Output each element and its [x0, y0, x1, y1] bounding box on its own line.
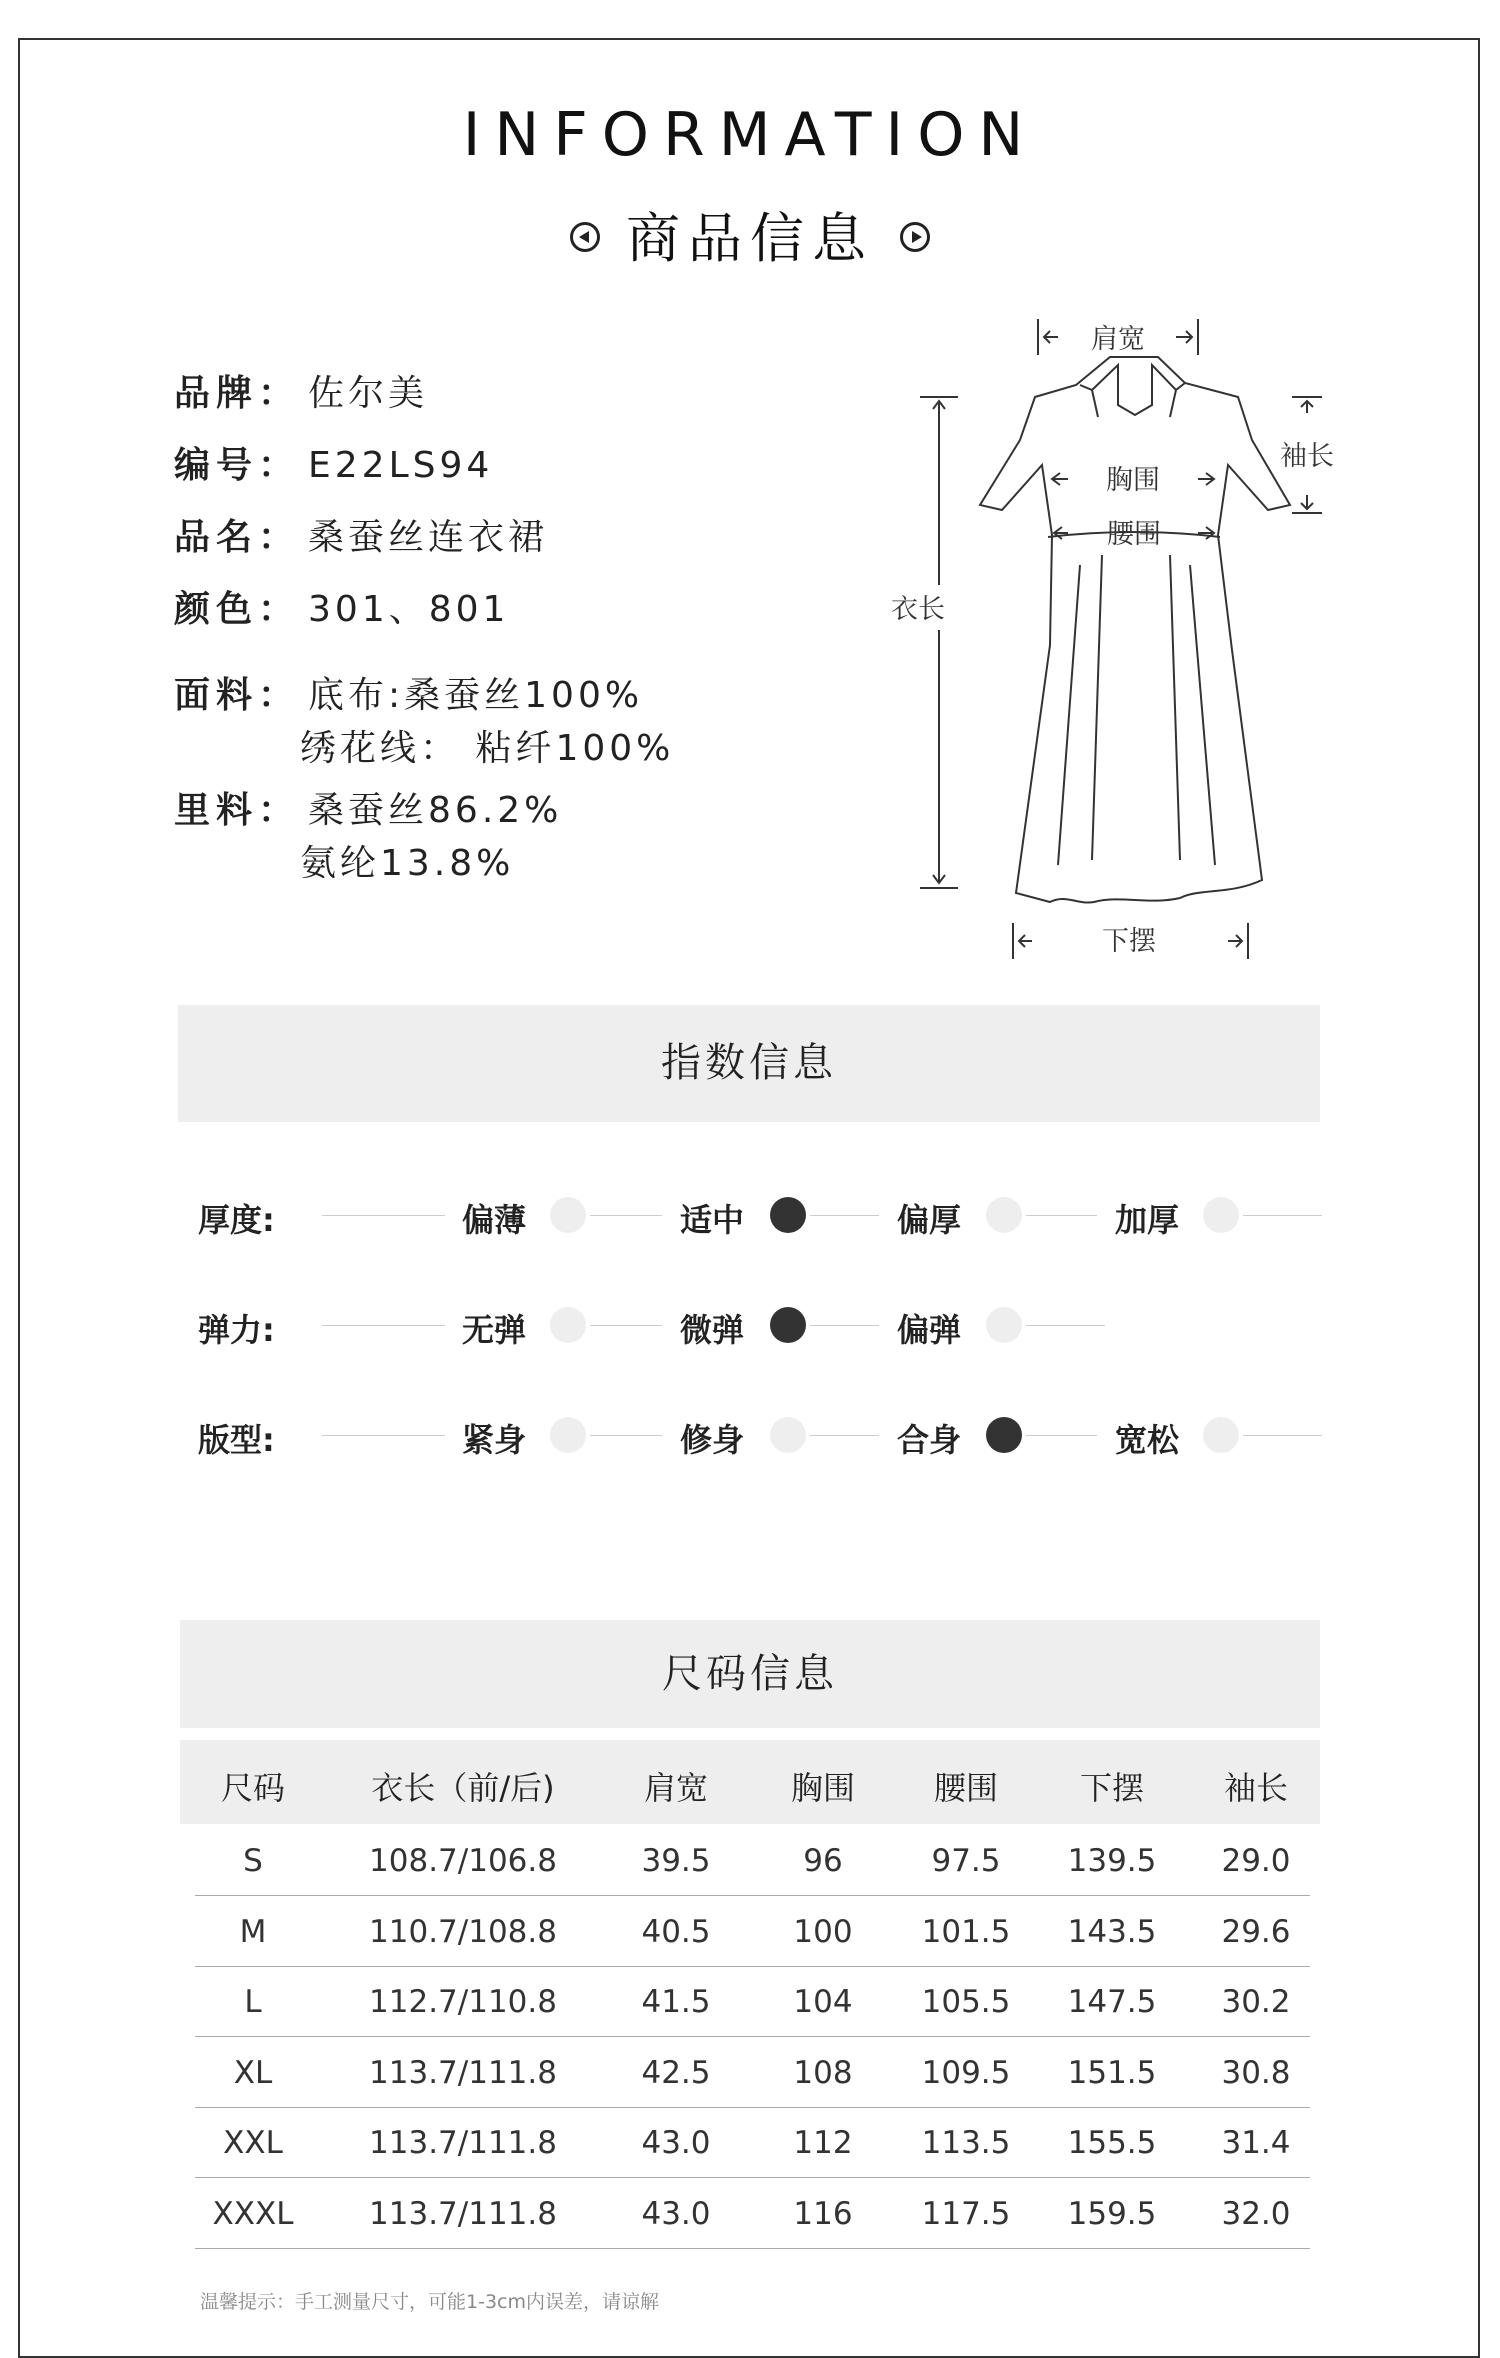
dim-chest: 胸围 — [1106, 465, 1160, 496]
size-table-header — [180, 1740, 1320, 1824]
size-header-cell: 袖长 — [1223, 1769, 1288, 1807]
size-table-cell: 41.5 — [641, 1984, 711, 2020]
size-table-row — [195, 2178, 1310, 2249]
code-row — [174, 437, 493, 488]
index-option: 微弹 — [680, 1311, 745, 1349]
index-line — [590, 1325, 662, 1326]
index-dot — [986, 1197, 1022, 1233]
size-table-cell: 113.7/111.8 — [369, 2195, 557, 2232]
dim-shoulder: 肩宽 — [1091, 324, 1145, 355]
color-label: 颜色： — [174, 589, 301, 630]
color-value: 301、801 — [308, 589, 510, 630]
size-table-cell: 39.5 — [641, 1843, 711, 1879]
title-chinese — [0, 196, 1500, 273]
title-english: INFORMATION — [462, 100, 1038, 170]
size-table-cell: M — [239, 1913, 267, 1950]
size-table-cell: 109.5 — [921, 2054, 1011, 2091]
size-title: 尺码信息 — [662, 1651, 838, 1697]
size-header-cell: 下摆 — [1079, 1769, 1144, 1807]
fabric-value-2: 绣花线： 粘纤100% — [300, 728, 675, 769]
index-option: 无弹 — [462, 1311, 527, 1349]
index-line — [322, 1325, 445, 1326]
dim-waist: 腰围 — [1107, 519, 1161, 550]
index-line — [810, 1435, 879, 1436]
index-dot — [986, 1307, 1022, 1343]
index-label: 弹力: — [198, 1311, 275, 1349]
size-table-cell: 101.5 — [921, 1913, 1011, 1950]
size-table-cell: 29.6 — [1221, 1913, 1291, 1950]
size-table-cell: 43.0 — [641, 2195, 711, 2232]
size-header-cell: 衣长（前/后) — [371, 1769, 555, 1807]
size-table-cell: 32.0 — [1221, 2195, 1291, 2232]
size-table-cell: 155.5 — [1067, 2125, 1157, 2161]
size-table-cell: XXL — [223, 2125, 283, 2161]
size-header-cell: 肩宽 — [643, 1769, 708, 1807]
size-title-bar — [180, 1620, 1320, 1728]
name-row — [174, 509, 548, 560]
name-label: 品名： — [174, 517, 301, 558]
index-title-bar — [178, 1005, 1320, 1122]
size-table-cell: 113.5 — [921, 2125, 1011, 2161]
index-line — [322, 1215, 445, 1216]
size-table-cell: XXXL — [212, 2195, 294, 2232]
size-table-row — [195, 2107, 1310, 2178]
fabric-row — [174, 667, 643, 718]
title-chinese-text: 商品信息 — [626, 207, 874, 270]
index-option: 加厚 — [1115, 1201, 1180, 1239]
index-line — [322, 1435, 445, 1436]
index-line — [810, 1325, 879, 1326]
size-table-cell: 151.5 — [1067, 2054, 1157, 2091]
lining-row — [174, 782, 562, 833]
size-table-cell: 97.5 — [931, 1843, 1001, 1879]
arrow-right-icon — [900, 222, 930, 252]
size-table-cell: 113.7/111.8 — [369, 2054, 557, 2091]
index-option: 偏弹 — [897, 1311, 962, 1349]
size-table-cell: 30.2 — [1221, 1984, 1291, 2020]
index-dot — [1203, 1197, 1239, 1233]
lining-label: 里料： — [174, 790, 301, 831]
index-line — [810, 1215, 879, 1216]
index-title: 指数信息 — [661, 1040, 837, 1086]
size-table-row — [195, 1896, 1310, 1967]
size-table-row — [195, 1825, 1310, 1896]
index-option: 适中 — [680, 1201, 745, 1239]
size-table-row — [195, 2037, 1310, 2108]
size-table-cell: 108.7/106.8 — [369, 1843, 557, 1879]
size-table-cell: S — [243, 1843, 263, 1879]
index-dot-selected — [770, 1307, 806, 1343]
index-option: 合身 — [897, 1421, 962, 1459]
index-option: 偏薄 — [462, 1201, 527, 1239]
name-value: 桑蚕丝连衣裙 — [308, 517, 549, 558]
index-dot — [550, 1307, 586, 1343]
size-table-cell: 159.5 — [1067, 2195, 1157, 2232]
code-label: 编号： — [174, 445, 301, 486]
color-row — [174, 581, 509, 632]
fabric-label: 面料： — [174, 675, 301, 716]
size-table-cell: 43.0 — [641, 2125, 711, 2161]
index-label: 版型: — [198, 1421, 275, 1459]
index-dot — [770, 1417, 806, 1453]
size-table-cell: 30.8 — [1221, 2054, 1291, 2091]
index-line — [1026, 1215, 1097, 1216]
brand-label: 品牌： — [174, 373, 301, 414]
size-table-cell: 117.5 — [921, 2195, 1011, 2232]
size-table-cell: 108 — [793, 2054, 853, 2091]
index-option: 修身 — [680, 1421, 745, 1459]
size-table-cell: 116 — [793, 2195, 853, 2232]
index-option: 偏厚 — [897, 1201, 962, 1239]
size-table-cell: 31.4 — [1221, 2125, 1291, 2161]
size-table-cell: 112 — [793, 2125, 853, 2161]
index-line — [1243, 1215, 1322, 1216]
size-table-cell: XL — [233, 2054, 273, 2091]
size-table-cell: L — [244, 1984, 262, 2020]
size-table-cell: 143.5 — [1067, 1913, 1157, 1950]
size-table-cell: 100 — [793, 1913, 853, 1950]
lining-value-1: 桑蚕丝86.2% — [308, 790, 563, 831]
measure-note: 温馨提示：手工测量尺寸，可能1-3cm内误差，请谅解 — [200, 2291, 659, 2313]
size-table-cell: 42.5 — [641, 2054, 711, 2091]
index-line — [590, 1215, 662, 1216]
size-table-cell: 40.5 — [641, 1913, 711, 1950]
fabric-value-1: 底布:桑蚕丝100% — [308, 675, 644, 716]
brand-value: 佐尔美 — [308, 373, 429, 414]
size-header-cell: 尺码 — [220, 1769, 285, 1807]
arrow-left-icon — [570, 222, 600, 252]
size-table-cell: 113.7/111.8 — [369, 2125, 557, 2161]
index-option: 宽松 — [1115, 1421, 1180, 1459]
size-table-cell: 29.0 — [1221, 1843, 1291, 1879]
index-line — [1243, 1435, 1322, 1436]
size-table-cell: 105.5 — [921, 1984, 1011, 2020]
index-line — [1026, 1325, 1105, 1326]
dress-diagram — [880, 305, 1340, 965]
index-line — [590, 1435, 662, 1436]
dim-hem: 下摆 — [1102, 926, 1156, 957]
brand-row — [174, 365, 428, 416]
size-table-row — [195, 1966, 1310, 2037]
index-dot — [1203, 1417, 1239, 1453]
index-option: 紧身 — [462, 1421, 527, 1459]
index-line — [1026, 1435, 1097, 1436]
index-dot — [550, 1197, 586, 1233]
size-header-cell: 腰围 — [933, 1769, 998, 1807]
index-label: 厚度: — [198, 1201, 275, 1239]
size-table-cell: 110.7/108.8 — [369, 1913, 557, 1950]
index-dot — [550, 1417, 586, 1453]
dim-sleeve: 袖长 — [1280, 441, 1334, 472]
lining-value-2: 氨纶13.8% — [300, 843, 515, 884]
size-table-cell: 139.5 — [1067, 1843, 1157, 1879]
dim-length: 衣长 — [891, 594, 945, 625]
index-dot-selected — [986, 1417, 1022, 1453]
size-table-cell: 112.7/110.8 — [369, 1984, 557, 2020]
size-table-cell: 104 — [793, 1984, 853, 2020]
size-table-cell: 96 — [803, 1843, 843, 1879]
size-header-cell: 胸围 — [790, 1769, 855, 1807]
size-table-cell: 147.5 — [1067, 1984, 1157, 2020]
code-value: E22LS94 — [308, 445, 494, 486]
index-dot-selected — [770, 1197, 806, 1233]
